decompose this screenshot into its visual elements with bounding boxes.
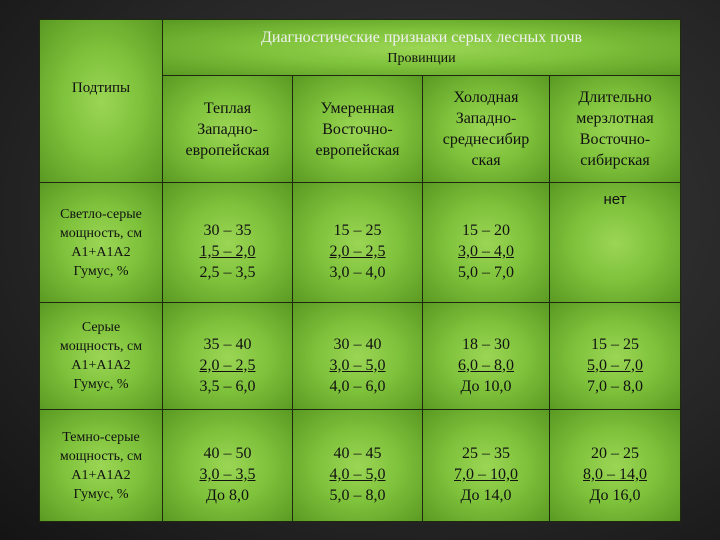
value-cell: 30 – 40 3,0 – 5,0 4,0 – 6,0 bbox=[293, 303, 423, 410]
value-cell: 35 – 40 2,0 – 2,5 3,5 – 6,0 bbox=[163, 303, 293, 410]
subtypes-header: Подтипы bbox=[40, 20, 163, 183]
subtype-row-header: Серые мощность, см А1+А1А2 Гумус, % bbox=[40, 303, 163, 410]
value-cell: 25 – 35 7,0 – 10,0 До 14,0 bbox=[423, 410, 550, 522]
province-header: Теплая Западно- европейская bbox=[163, 76, 293, 183]
value-cell: 40 – 50 3,0 – 3,5 До 8,0 bbox=[163, 410, 293, 522]
value-cell: 40 – 45 4,0 – 5,0 5,0 – 8,0 bbox=[293, 410, 423, 522]
diagnostic-title: Диагностические признаки серых лесных почв bbox=[260, 29, 583, 46]
value-cell: 20 – 25 8,0 – 14,0 До 16,0 bbox=[550, 410, 681, 522]
soil-diagnostics-table bbox=[39, 19, 681, 522]
subtype-row-header: Светло-серые мощность, см А1+А1А2 Гумус, % bbox=[40, 183, 163, 303]
value-cell: 15 – 20 3,0 – 4,0 5,0 – 7,0 bbox=[423, 183, 550, 303]
province-header: Холодная Западно- среднесибир ская bbox=[423, 76, 550, 183]
value-cell: 15 – 25 2,0 – 2,5 3,0 – 4,0 bbox=[293, 183, 423, 303]
table-title-cell bbox=[163, 20, 681, 76]
province-header: Умеренная Восточно- европейская bbox=[293, 76, 423, 183]
subtype-row-header: Темно-серые мощность, см А1+А1А2 Гумус, % bbox=[40, 410, 163, 522]
province-header: Длительно мерзлотная Восточно- сибирская bbox=[550, 76, 681, 183]
none-value-cell: нет bbox=[550, 183, 681, 303]
provinces-label: Провинции bbox=[387, 51, 456, 66]
value-cell: 18 – 30 6,0 – 8,0 До 10,0 bbox=[423, 303, 550, 410]
value-cell: 15 – 25 5,0 – 7,0 7,0 – 8,0 bbox=[550, 303, 681, 410]
value-cell: 30 – 35 1,5 – 2,0 2,5 – 3,5 bbox=[163, 183, 293, 303]
